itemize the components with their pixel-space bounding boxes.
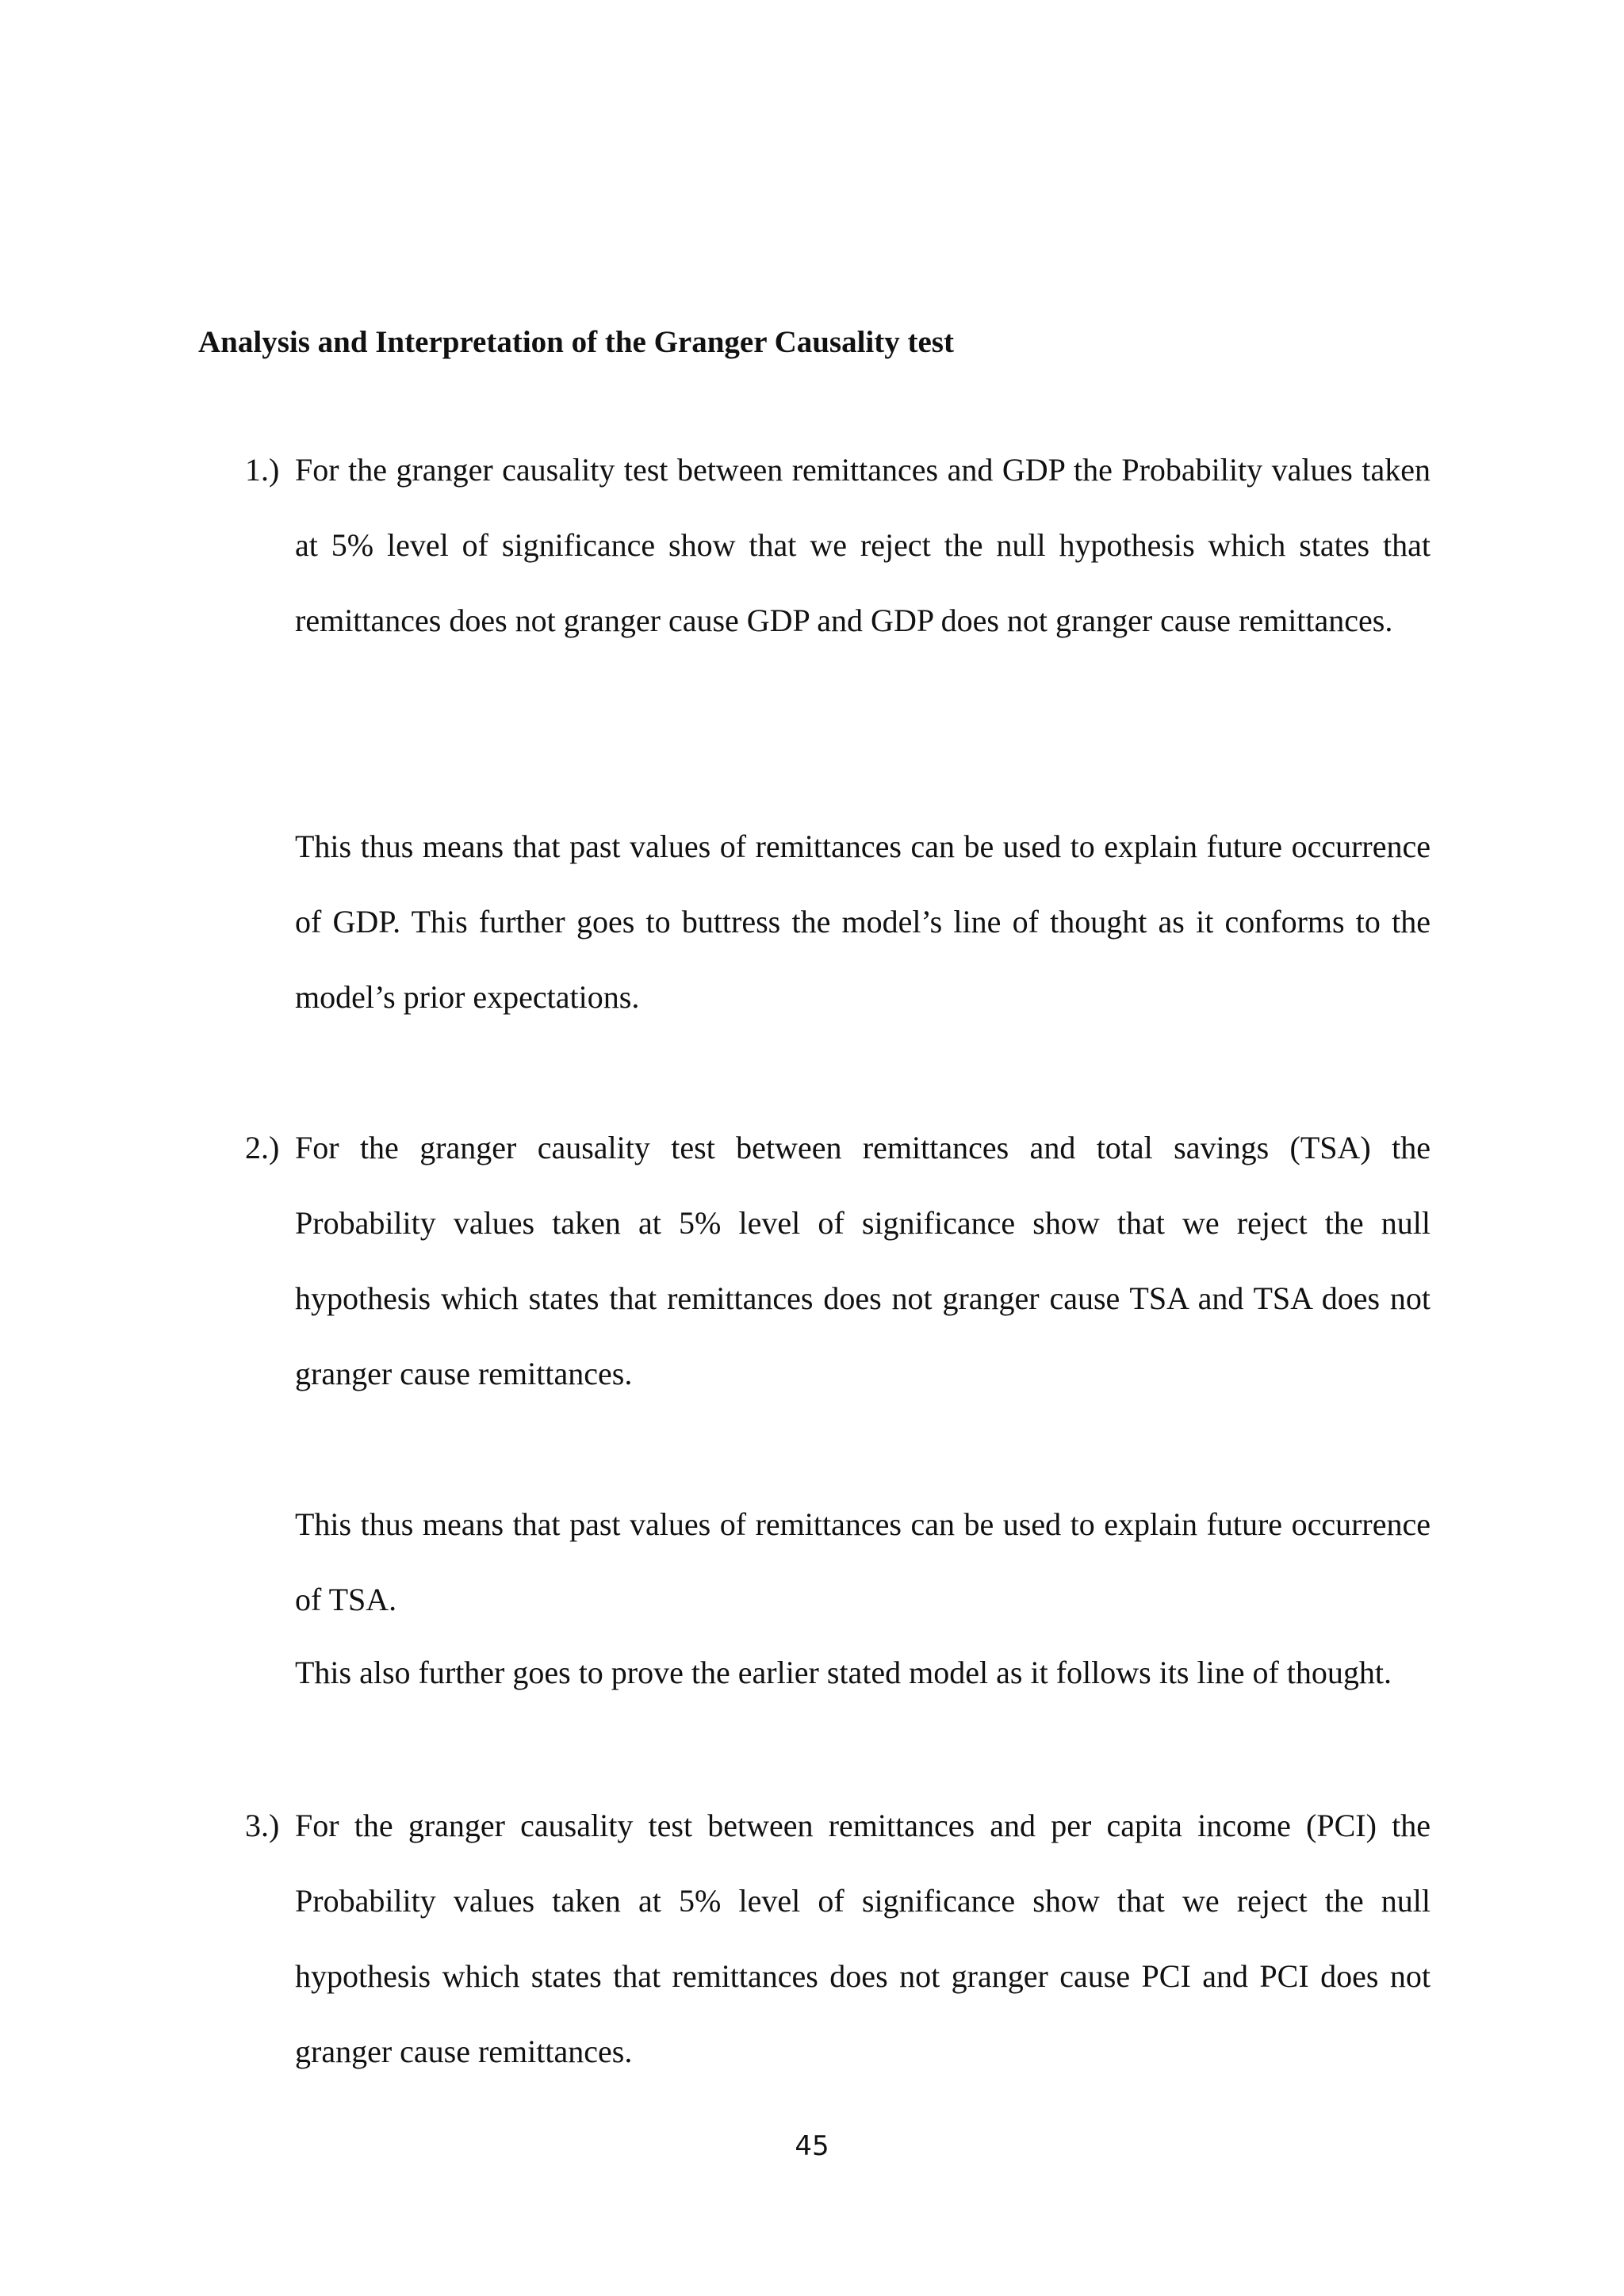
page-number: 45	[795, 2130, 829, 2162]
item-paragraph: For the granger causality test between remittances and per capita income (PCI) the Probability values taken at 5% level of significance show that we reject the null hypothesis which states that remittances does not granger cause PCI and PCI does not granger cause remittances.	[295, 1808, 1431, 2069]
explanation-paragraph: This thus means that past values of remittances can be used to explain future occurrence of TSA.	[295, 1506, 1431, 1617]
item-paragraph: For the granger causality test between remittances and total savings (TSA) the Probability values taken at 5% level of significance show that we reject the null hypothesis which states that remittances does not granger cause TSA and TSA does not granger cause remittances.	[295, 1130, 1431, 1391]
list-number: 2.)	[245, 1130, 280, 1165]
item-1-explanation	[295, 809, 1431, 1035]
list-item-2	[245, 1110, 1431, 1411]
list-number: 1.)	[245, 452, 280, 488]
extra-line: This also further goes to prove the earlier stated model as it follows its line of thought.	[295, 1655, 1392, 1690]
list-number: 3.)	[245, 1808, 280, 1843]
list-item-1	[245, 432, 1431, 658]
item-2-extra-line	[295, 1651, 1431, 1695]
section-heading: Analysis and Interpretation of the Granger Causality test	[198, 325, 954, 359]
item-paragraph: For the granger causality test between remittances and GDP the Probability values taken at 5% level of significance show that we reject the null hypothesis which states that remittances does not granger cause GDP and GDP does not granger cause remittances.	[295, 452, 1431, 638]
list-item-3	[245, 1788, 1431, 2089]
item-2-explanation	[295, 1487, 1431, 1637]
explanation-paragraph: This thus means that past values of remittances can be used to explain future occurrence of GDP. This further goes to buttress the model’s line of thought as it conforms to the model’s prior expectations.	[295, 828, 1431, 1015]
